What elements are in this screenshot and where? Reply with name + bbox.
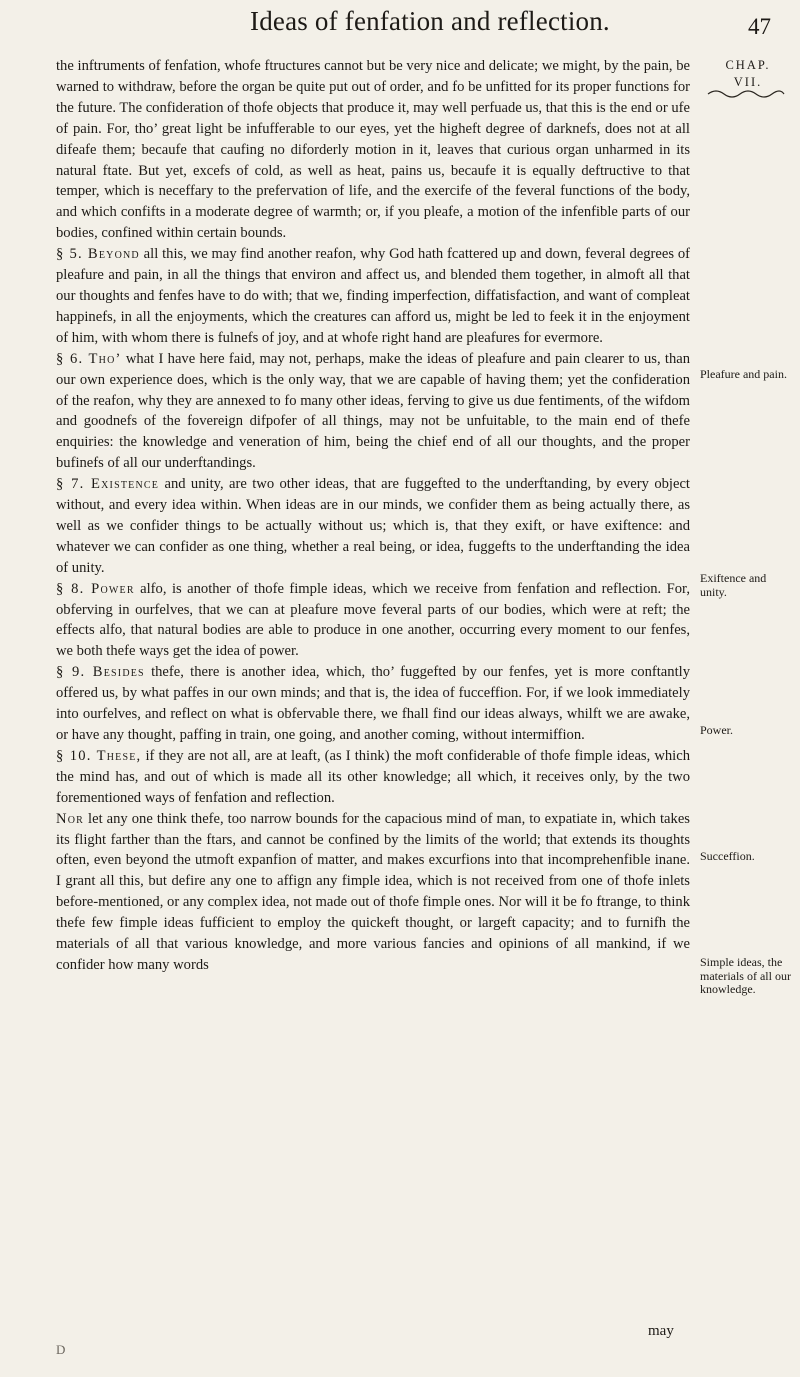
catchword: may [648,1323,674,1339]
paragraph: § 8. Power alfo, is another of thofe fimple ideas, which we receive from fenfation and reflection. For, obferving in ourfelves, that we can at pleafure move feveral parts of our bodies, which were at reft; the effects alfo, that natural bodies are able to produce in one another, occurring every moment to our fenfes, we both thefe ways get the idea of power. [56,580,690,660]
chapter-number: VII. [733,75,763,89]
paragraph: the inftruments of fenfation, whofe ftructures cannot but be very nice and delicate; we might, by the pain, be warned to withdraw, before the organ be quite put out of order, and fo be unfitted for its proper functions for the future. The confideration of thofe objects that produce it, may well perfuade us, that this is the end or ufe of pain. For, tho’ great light be infufferable to our eyes, yet the higheft degree of darknefs, does not at all difeafe them; becaufe that caufing no diforderly motion in it, leaves that curious organ unharmed in its natural ftate. But yet, excefs of cold, as well as heat, pains us, becaufe it is equally deftructive to that temper, which is neceffary to the prefervation of life, and the exercife of the feveral functions of the body, and which confifts in a moderate degree of warmth; or, if you pleafe, a motion of the infenfible parts of our bodies, confined within certain bounds. [56,58,690,242]
margin-note-power: Power. [700,723,733,737]
section-heading: § 10. These, [56,747,142,764]
paragraph: § 10. These, if they are not all, are at leaft, (as I think) the moft confiderable of thofe fimple ideas, which the mind has, and out of which is made all its other knowledge; all which, it receives only, by the two forementioned ways of fenfation and reflection. [56,747,690,806]
running-head: Ideas of fenfation and reflection. [250,6,610,36]
body-text [56,56,690,976]
section-heading: § 9. Besides [56,664,145,681]
paragraph: Nor let any one think thefe, too narrow bounds for the capacious mind of man, to expatiate in, which takes its flight farther than the ftars, and cannot be confined by the limits of the world; that extends its thoughts often, even beyond the utmoft expanfion of matter, and makes excurfions into that incomprehenfible inane. I grant all this, but defire any one to affign any fimple idea, which is not received from one of thofe inlets before-mentioned, or any complex idea, not made out of thofe fimple ones. Nor will it be fo ftrange, to think thefe few fimple ideas fufficient to employ the quickeft thought, or largeft capacity; and to furnifh the materials of all that various knowledge, and more various fancies and opinions of all mankind, if we confider how many words [56,810,690,973]
margin-note-pleasure-pain: Pleafure and pain. [700,367,787,381]
page-number: 47 [748,14,771,39]
margin-note-simple-ideas: Simple ideas, the materials of all our knowledge. [700,955,791,996]
section-heading: Nor [56,810,85,827]
section-heading: § 5. Beyond [56,246,140,263]
chapter-label: CHAP. [725,58,771,72]
chapter-mark [700,57,796,91]
margin-note-existence-unity: Exiftence and unity. [700,571,767,599]
section-heading: § 6. Tho’ [56,350,122,367]
paragraph: § 5. Beyond all this, we may find another reafon, why God hath fcattered up and down, feveral degrees of pleafure and pain, in all the things that environ and affect us, and blended them together, in almoft all that our thoughts and fenfes have to do with; that we, finding imperfection, diffatisfaction, and want of compleat happinefs, in all the enjoyments, which the creatures can afford us, might be led to feek it in the enjoyment of him, with whom there is fulnefs of joy, and at whofe right hand are pleafures for evermore. [56,246,690,346]
section-heading: § 8. Power [56,580,135,597]
margin-note-succession: Succeffion. [700,849,755,863]
paragraph: § 9. Besides thefe, there is another idea, which, tho’ fuggefted by our fenfes, yet is more conftantly offered us, by what paffes in our own minds; and that is, the idea of fucceffion. For, if we look immediately into ourfelves, and reflect on what is obfervable there, we fhall find our ideas always, whilft we are awake, or have any thought, paffing in train, one going, and another coming, without intermiffion. [56,664,690,743]
paragraph: § 7. Existence and unity, are two other ideas, that are fuggefted to the underftanding, by every object without, and every idea within. When ideas are in our minds, we confider them as being actually there, as well as we confider things to be actually without us; which is, that they exift, or have exiftence: and whatever we can confider as one thing, whether a real being, or idea, fuggefts to the underftanding the idea of unity. [56,476,690,576]
paragraph: § 6. Tho’ what I have here faid, may not, perhaps, make the ideas of pleafure and pain clearer to us, than our own experience does, which is the only way, that we are capable of having them; yet the confideration of the reafon, why they are annexed to fo many other ideas, ferving to give us due fentiments, of the wifdom and goodnefs of the fovereign difpofer of all things, may not be unfuitable, to the main end of thefe enquiries: the knowledge and veneration of him, being the chief end of all our thoughts, and the proper bufinefs of all our underftandings. [56,350,691,472]
section-heading: § 7. Existence [56,476,160,493]
ornament-rule [700,88,790,100]
signature-mark: D [56,1342,66,1357]
page-header [0,6,800,48]
